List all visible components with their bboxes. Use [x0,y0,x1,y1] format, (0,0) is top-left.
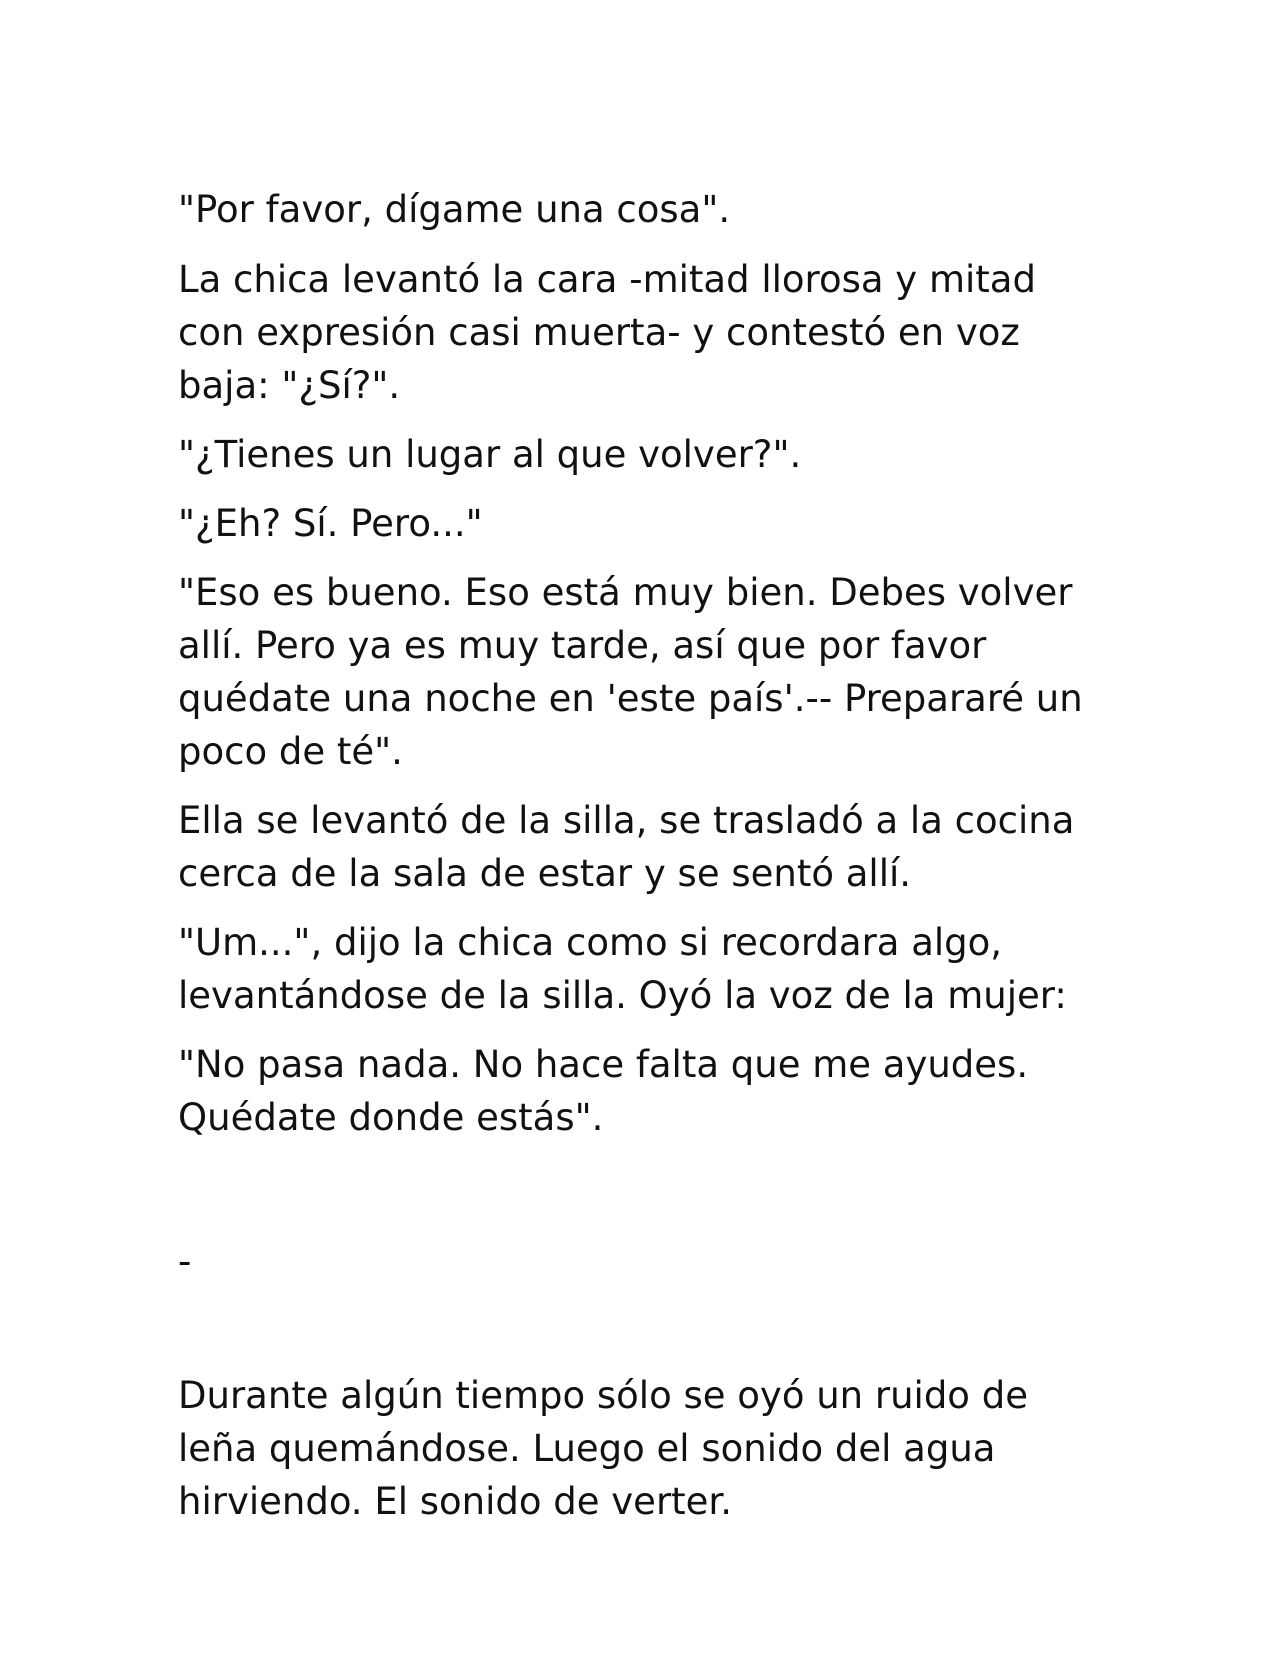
paragraph-3: "¿Tienes un lugar al que volver?". [178,433,802,476]
paragraph-7: "Um...", dijo la chica como si recordara algo, levantándose de la silla. Oyó la voz de la mujer: [178,921,1067,1017]
paragraph-1: "Por favor, dígame una cosa". [178,188,731,231]
paragraph-2: La chica levantó la cara -mitad llorosa y mitad con expresión casi muerta- y contestó en voz baja: "¿Sí?". [178,258,1036,407]
paragraph-8: "No pasa nada. No hace falta que me ayudes. Quédate donde estás". [178,1043,1029,1139]
section-separator: - [178,1240,192,1283]
paragraph-5: "Eso es bueno. Eso está muy bien. Debes volver allí. Pero ya es muy tarde, así que por favor quédate una noche en 'este país'.-- Prepararé un poco de té". [178,571,1083,773]
paragraph-6: Ella se levantó de la silla, se trasladó a la cocina cerca de la sala de estar y se sentó allí. [178,799,1075,895]
paragraph-4: "¿Eh? Sí. Pero..." [178,502,483,545]
paragraph-9: Durante algún tiempo sólo se oyó un ruido de leña quemándose. Luego el sonido del agua hirviendo. El sonido de verter. [178,1374,1028,1523]
